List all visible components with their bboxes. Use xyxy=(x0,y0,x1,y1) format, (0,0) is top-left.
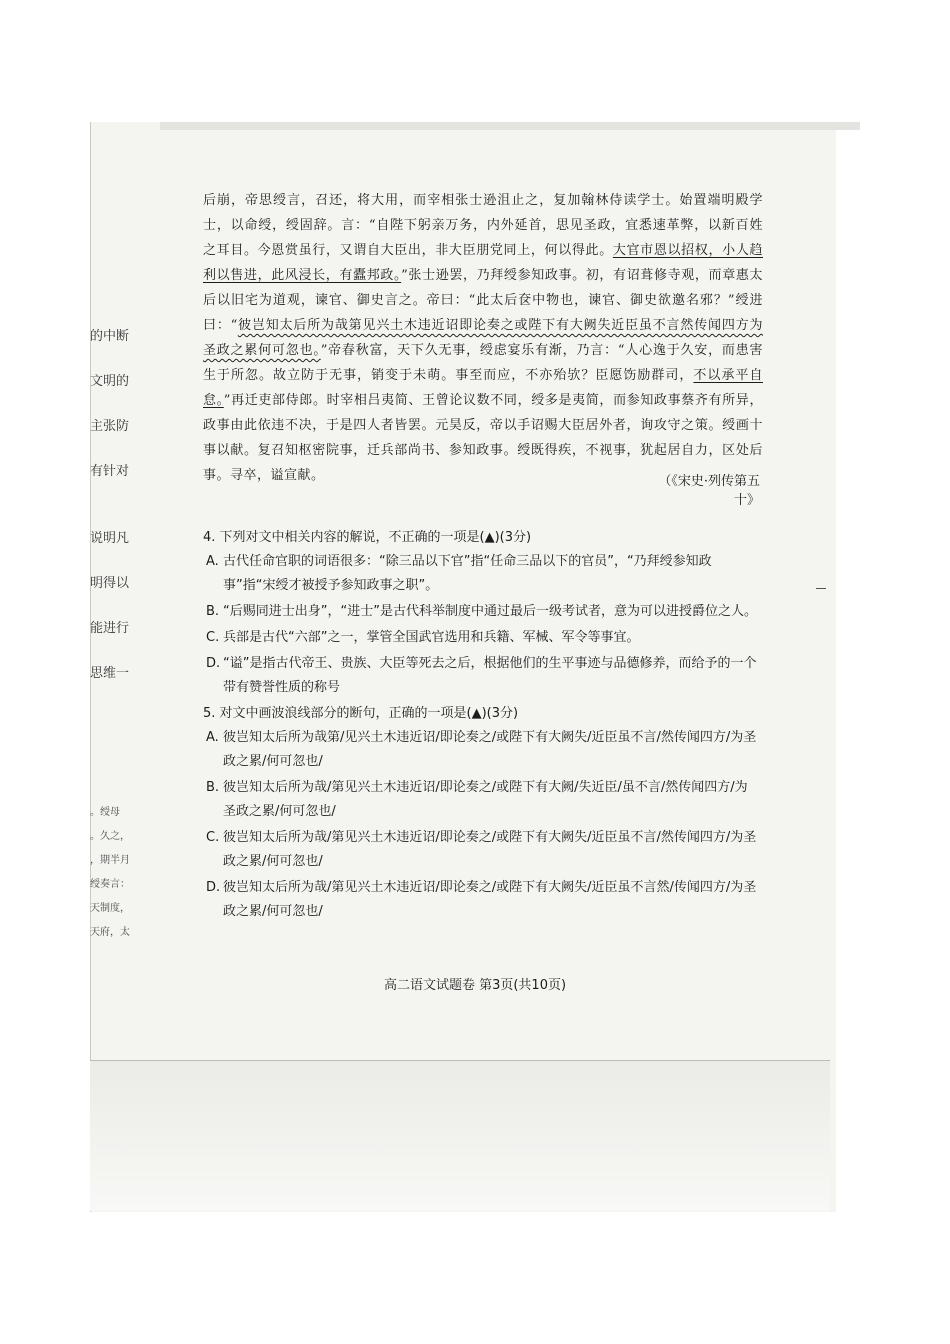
left-fragment: 能进行 xyxy=(90,621,130,636)
option-text: 彼岂知太后所为哉/第见兴土木违近诏/即论奏之/或陛下有大阙/失近臣/虽不言/然传闻四方/为圣政之累/何可忽也/ xyxy=(223,780,748,819)
option-letter: D. xyxy=(206,880,221,895)
option-letter: A. xyxy=(206,730,219,745)
passage-segment: ”再迁吏部侍郎。时宰相吕夷简、王曾论议数不同，绶多是夷简，而参知政事蔡齐有所异，政事由此依违不决，于是四人者皆罢。元昊反，帝以手诏赐大臣居外者，询攻守之策。绶画十事以献。复召知枢密院事，迁兵部尚书、参知政事。绶既得疾，不视事，犹起居自力，区处后事。寻卒，谥宣献。 xyxy=(203,393,763,483)
underlined-sentence: 大官市恩以招权，小人趋利以售进，此风浸长，有蠹邦政。 xyxy=(203,243,763,283)
option-text: 彼岂知太后所为哉第/见兴土木违近诏/即论奏之/或陛下有大阙失/近臣虽不言/然传闻四方/为圣政之累/何可忽也/ xyxy=(223,730,757,769)
question-option xyxy=(203,550,758,598)
question-option xyxy=(203,726,758,774)
passage-segment: 后崩，帝思绶言，召还，将大用，而宰相张士逊沮止之，复加翰林侍读学士。始置端明殿学士，以命绶，绶固辞。言：“自陛下躬亲万务，内外延首，思见圣政，宜悉速革弊，以新百姓之耳目。今恩赏虽行，又谓自大臣出，非大臣朋党同上，何以得此。 xyxy=(203,193,763,258)
page-bottom-fold xyxy=(90,1060,830,1211)
question-option xyxy=(203,776,758,824)
passage-segment: ”张士逊罢，乃拜绶参知政事。初，有诏葺修寺观，而章惠太后以旧宅为道观，谏官、御史言之。帝曰：“此太后奁中物也，谏官、御史欲邀名邪？”绶进曰：“ xyxy=(203,268,763,333)
question-option xyxy=(203,626,758,650)
left-fragment: 。久之， xyxy=(90,831,130,842)
passage-segment: ”帝春秋富，天下久无事，绶虑宴乐有渐，乃言：“人心逸于久安，而患害生于所忽。故立防于无事，销变于未萌。事至而应，不亦殆欤？臣愿饬励群司， xyxy=(203,343,763,383)
classical-chinese-passage xyxy=(203,188,763,488)
underlined-sentence: 不以承平自怠。 xyxy=(203,368,763,408)
wavy-underlined-sentence: 彼岂知太后所为哉第见兴土木违近诏即论奏之或陛下有大阙失近臣虽不言然传闻四方为圣政之累何可忽也。 xyxy=(203,318,763,358)
page-top-edge xyxy=(160,122,860,130)
left-fragment: 绶奏言： xyxy=(90,879,130,890)
option-letter: A. xyxy=(206,554,219,569)
left-page-fragments xyxy=(90,325,140,938)
question-option xyxy=(203,652,758,700)
left-fragment: 。绶母 xyxy=(90,807,120,818)
left-fragment: 说明凡 xyxy=(90,531,130,546)
left-fragment: 天制度， xyxy=(90,903,130,914)
option-text: 古代任命官职的词语很多：“除三品以下官”指“任命三品以下的官员”，“乃拜绶参知政事”指“宋绶才被授予参知政事之职”。 xyxy=(223,554,712,593)
option-text: 兵部是古代“六部”之一，掌管全国武官选用和兵籍、军械、军令等事宜。 xyxy=(223,630,640,645)
question-option xyxy=(203,600,758,624)
option-letter: C. xyxy=(206,830,220,845)
left-fragment: 有针对 xyxy=(90,464,130,479)
left-fragment: 天府，太 xyxy=(90,927,130,938)
left-fragment: 主张防 xyxy=(90,419,130,434)
option-text: 彼岂知太后所为哉/第见兴土木违近诏/即论奏之/或陛下有大阙失/近臣虽不言然/传闻四方/为圣政之累/何可忽也/ xyxy=(223,880,757,919)
question-option xyxy=(203,876,758,924)
option-letter: B. xyxy=(206,604,220,619)
question-stem: 5. 对文中画波浪线部分的断句，正确的一项是(▲)(3分) xyxy=(203,706,519,721)
option-text: “谥”是指古代帝王、贵族、大臣等死去之后，根据他们的生平事迹与品德修养，而给予的一个带有赞誉性质的称号 xyxy=(223,656,757,695)
option-text: 彼岂知太后所为哉/第见兴土木违近诏/即论奏之/或陛下有大阙失/近臣虽不言/然传闻四方/为圣政之累/何可忽也/ xyxy=(223,830,757,869)
option-letter: D. xyxy=(206,656,221,671)
left-fragment: 思维一 xyxy=(90,666,130,681)
option-text: “后赐同进士出身”，“进士”是古代科举制度中通过最后一级考试者，意为可以进授爵位之人。 xyxy=(223,604,757,619)
left-fragment: 明得以 xyxy=(90,576,130,591)
question-list xyxy=(203,524,758,926)
left-fragment: ，期半月 xyxy=(90,855,130,866)
passage-text xyxy=(203,188,763,488)
margin-dash xyxy=(816,588,826,589)
page-footer: 高二语文试题卷 第3页(共10页) xyxy=(383,978,567,993)
passage-source: （《宋史·列传第五十》 xyxy=(658,474,760,508)
left-fragment: 的中断 xyxy=(90,329,130,344)
option-letter: C. xyxy=(206,630,220,645)
question-stem: 4. 下列对文中相关内容的解说，不正确的一项是(▲)(3分) xyxy=(203,530,532,545)
question-option xyxy=(203,826,758,874)
option-letter: B. xyxy=(206,780,220,795)
left-fragment: 文明的 xyxy=(90,374,130,389)
